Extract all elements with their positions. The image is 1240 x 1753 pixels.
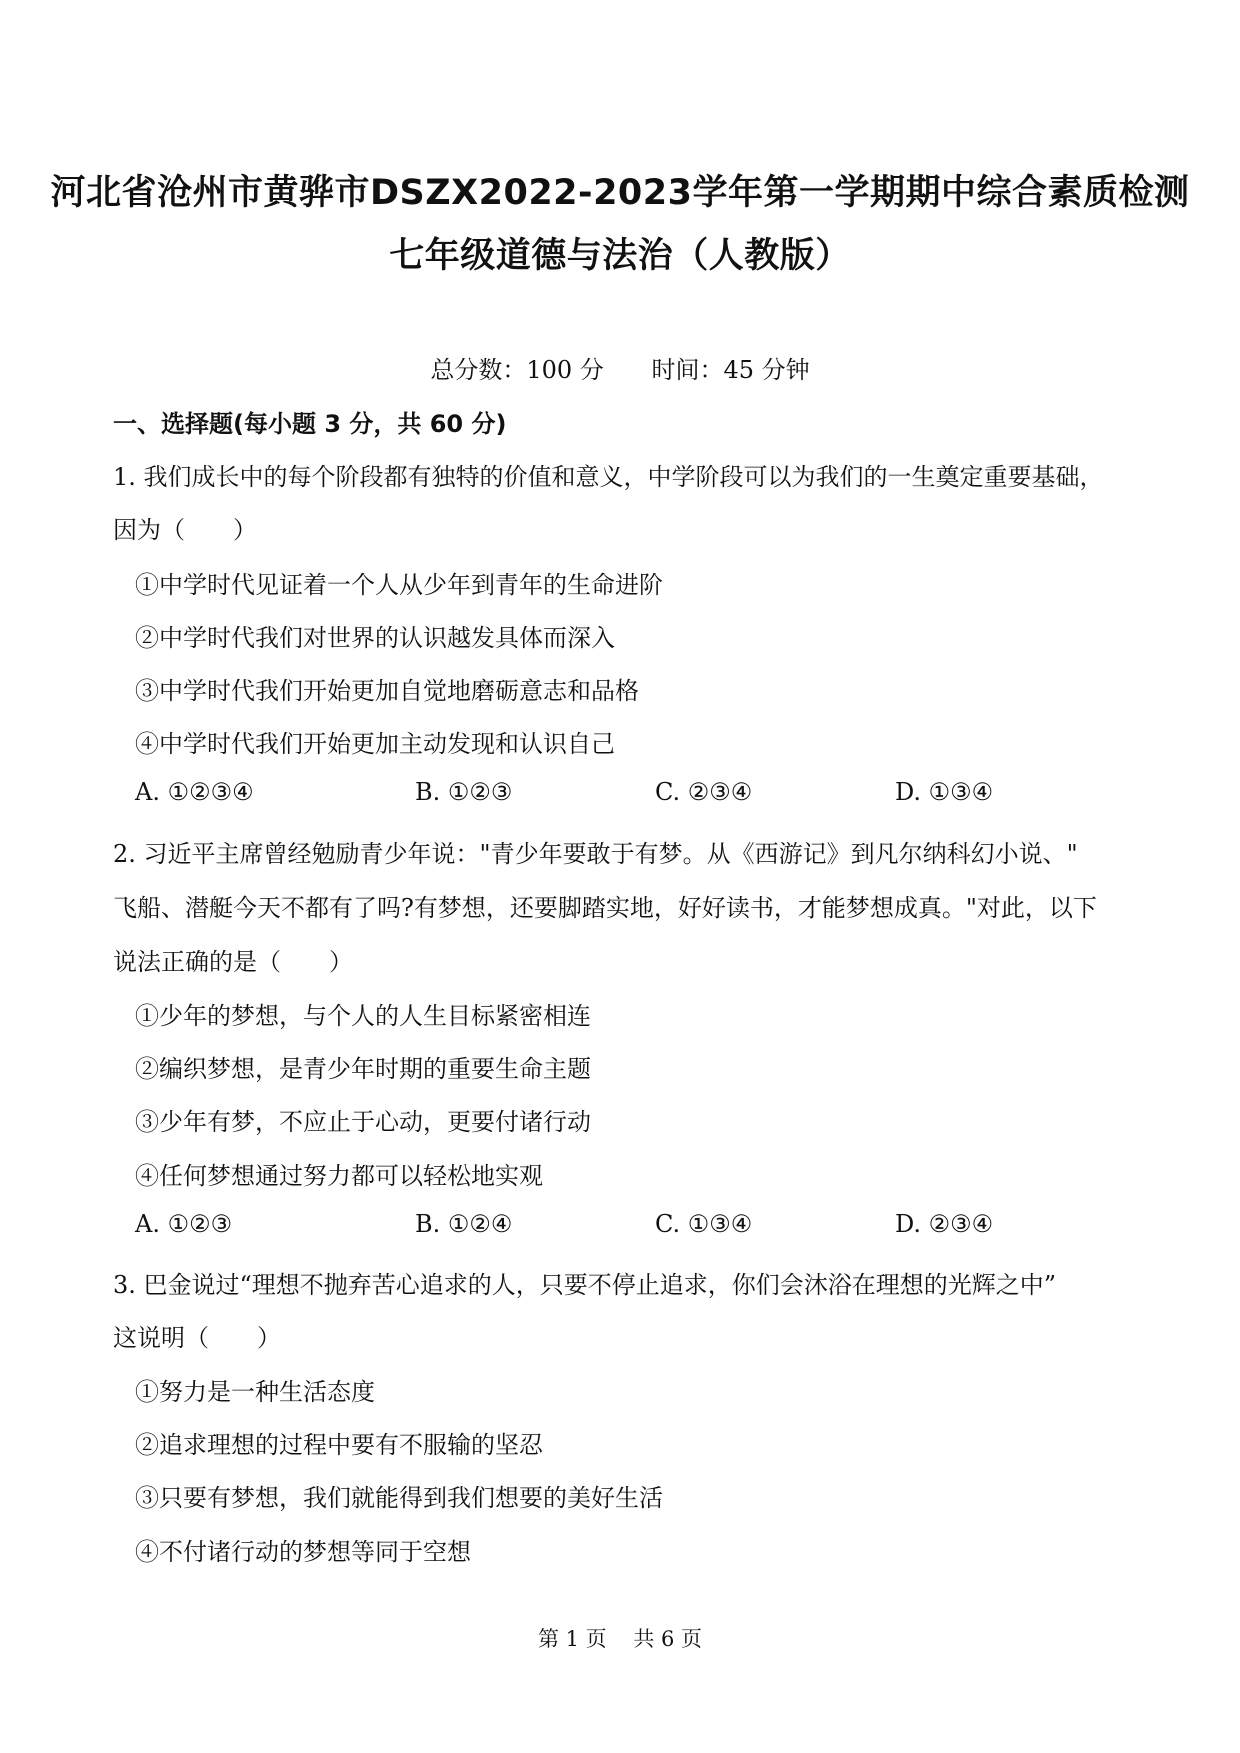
question-1-stem-line2: 因为（ ） [113,516,257,544]
page-total: 共 6 页 [633,1627,703,1651]
question-1-item-1: ①中学时代见证着一个人从少年到青年的生命进阶 [135,571,663,599]
question-1-item-3: ③中学时代我们开始更加自觉地磨砺意志和品格 [135,677,639,705]
question-1-item-2: ②中学时代我们对世界的认识越发具体而深入 [135,624,615,652]
section-heading: 一、选择题(每小题 3 分，共 60 分) [113,410,507,438]
question-2-item-2: ②编织梦想，是青少年时期的重要生命主题 [135,1055,591,1083]
page-footer [0,1623,1240,1653]
question-3-item-3: ③只要有梦想，我们就能得到我们想要的美好生活 [135,1484,663,1512]
question-1-choice-c: C. ②③④ [655,778,753,806]
question-2-stem-line3: 说法正确的是（ ） [113,948,353,976]
question-2-stem-line1: 2. 习近平主席曾经勉励青少年说："青少年要敢于有梦。从《西游记》到凡尔纳科幻小说、" [113,840,1078,868]
question-1-item-4: ④中学时代我们开始更加主动发现和认识自己 [135,730,615,758]
question-2-choice-a: A. ①②③ [135,1210,233,1238]
page-number: 第 1 页 [537,1627,607,1651]
question-2-choice-c: C. ①③④ [655,1210,753,1238]
question-3-item-1: ①努力是一种生活态度 [135,1378,375,1406]
question-2-stem-line2: 飞船、潜艇今天不都有了吗?有梦想，还要脚踏实地，好好读书，才能梦想成真。"对此，以下 [113,894,1097,922]
exam-time: 时间：45 分钟 [651,356,810,384]
question-1-stem-line1: 1. 我们成长中的每个阶段都有独特的价值和意义，中学阶段可以为我们的一生奠定重要基础， [113,463,1104,491]
question-1-choice-b: B. ①②③ [415,778,513,806]
question-2-choice-b: B. ①②④ [415,1210,513,1238]
question-1-choice-d: D. ①③④ [895,778,994,806]
question-3-item-2: ②追求理想的过程中要有不服输的坚忍 [135,1431,543,1459]
question-1-choice-a: A. ①②③④ [135,778,254,806]
question-2-choice-d: D. ②③④ [895,1210,994,1238]
question-3-item-4: ④不付诸行动的梦想等同于空想 [135,1538,471,1566]
exam-title-line1: 河北省沧州市黄骅市DSZX2022-2023学年第一学期期中综合素质检测 [50,173,1190,213]
exam-info [0,350,1240,385]
question-2-item-4: ④任何梦想通过努力都可以轻松地实观 [135,1162,543,1190]
question-2-item-1: ①少年的梦想，与个人的人生目标紧密相连 [135,1002,591,1030]
question-3-stem-line2: 这说明（ ） [113,1324,281,1352]
question-2-item-3: ③少年有梦，不应止于心动，更要付诸行动 [135,1108,591,1136]
question-3-stem-line1: 3. 巴金说过“理想不抛弃苦心追求的人，只要不停止追求，你们会沐浴在理想的光辉之中” [113,1271,1057,1299]
total-score: 总分数：100 分 [430,356,604,384]
exam-title-line2: 七年级道德与法治（人教版） [389,236,851,276]
